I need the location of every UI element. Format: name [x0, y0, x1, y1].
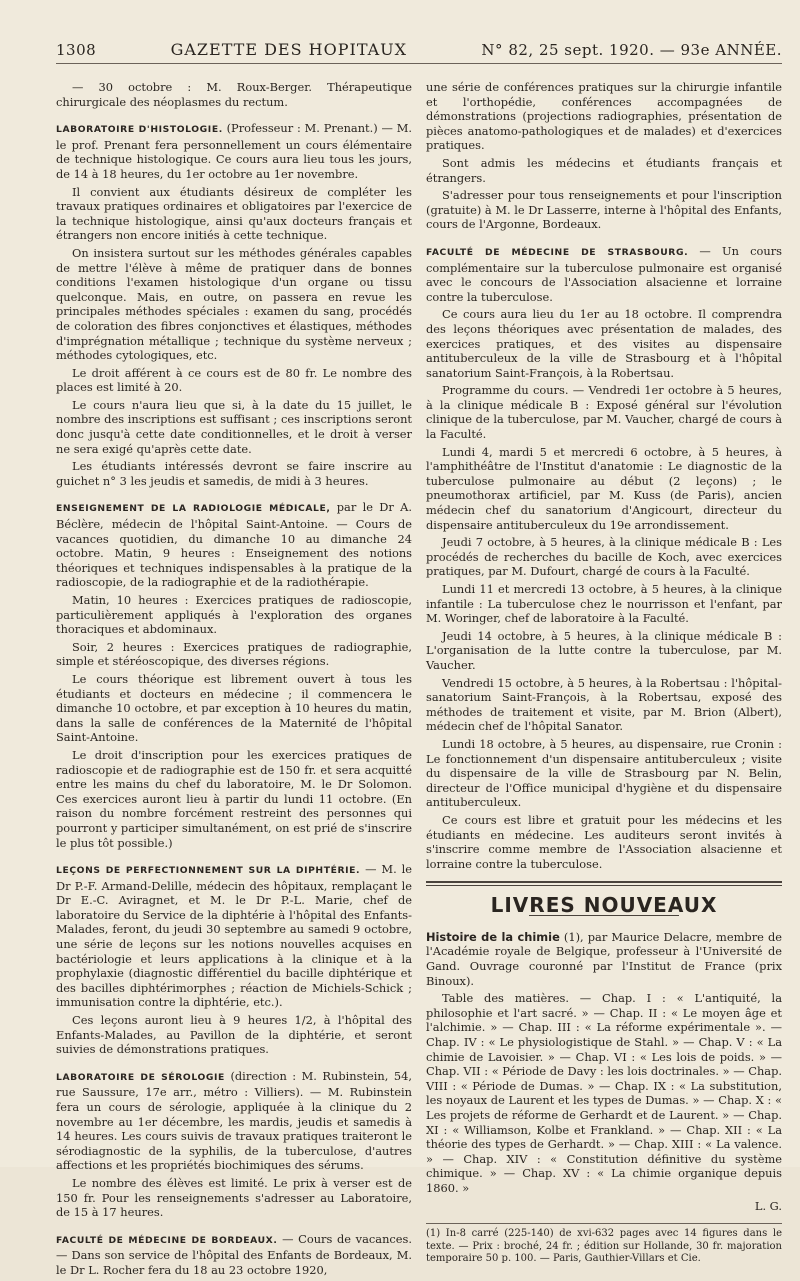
- section-heading: LEÇONS DE PERFECTIONNEMENT SUR LA DIPHTÉRIE.: [56, 865, 361, 877]
- paragraph: Lundi 11 et mercredi 13 octobre, à 5 heures, à la clinique infantile : La tuberculose chez le nourrisson et l'enfant, par M. Woringer, chef de laboratoire à la Faculté.: [426, 582, 782, 626]
- paragraph: Ce cours aura lieu du 1er au 18 octobre. Il comprendra des leçons théoriques avec présentation de malades, des exercices pratiques, et des visites au dispensaire antituberculeux de la ville de Strasbourg et à l'hôpital sanatorium Saint-François, à la Robertsau.: [426, 307, 782, 380]
- section-heading: LABORATOIRE D'HISTOLOGIE.: [56, 124, 223, 136]
- section-strasbourg: [426, 244, 782, 871]
- section-heading: FACULTÉ DE MÉDECINE DE BORDEAUX.: [56, 1234, 278, 1246]
- paragraph: Ce cours est libre et gratuit pour les médecins et les étudiants en médecine. Les auditeurs seront invités à s'inscrire comme membre de l'Association alsacienne et lorraine contre la tuberculose.: [426, 812, 782, 871]
- footnote: (1) In-8 carré (225-140) de xvi-632 pages avec 14 figures dans le texte. — Prix : broché, 24 fr. ; édition sur Hollande, 30 fr. majoration temporaire 50 p. 100. — Paris, Gauthier-Villars et Cie.: [426, 1223, 782, 1266]
- table-of-contents: Table des matières. — Chap. I : « L'antiquité, la philosophie et l'art sacré. » — Chap. II : « Le moyen âge et l'alchimie. » — Chap. III : « La réforme expérimentale ». — Chap. IV : « Le physiologistique de Stahl. » — Chap. V : « La chimie de Lavoisier. » — Chap. VI : « Les lois de poids. » — Chap. VII : « Période de Davy : les lois doctrinales. » — Chap. VIII : « Période de Dumas. » — Chap. IX : « La substitution, les noyaux de Laurent et les types de Dumas. » — Chap. X : « Les projets de réforme de Gerhardt et de Laurent. » — Chap. XI : « Williamson, Kolbe et Frankland. » — Chap. XII : « La théorie des types de Gerhardt. » — Chap. XIII : « La valence. » — Chap. XIV : « Constitution définitive du système chimique. » — Chap. XV : « La chimie organique depuis 1860. »: [426, 991, 782, 1195]
- paragraph: — Cours de vacances. — Dans son service de l'hôpital des Enfants de Bordeaux, M. le Dr L. Rocher fera du 18 au 23 octobre 1920,: [56, 1231, 412, 1277]
- paragraph: Le droit d'inscription pour les exercices pratiques de radioscopie et de radiographie est de 150 fr. et sera acquitté entre les mains du chef du laboratoire, M. le Dr Solomon. Ces exercices auront lieu à partir du lundi 11 octobre. (En raison du nombre forcément restreint des personnes qui pourront y participer simultanément, on est prié de s'inscrire le plus tôt possible.): [56, 747, 412, 850]
- livres-heading: LIVRES NOUVEAUX: [490, 893, 718, 918]
- intro-paragraph: — 30 octobre : M. Roux-Berger. Thérapeutique chirurgicale des néoplasmes du rectum.: [56, 80, 412, 109]
- section-divider: [426, 881, 782, 883]
- paragraph: Vendredi 15 octobre, à 5 heures, à la Robertsau : l'hôpital-sanatorium Saint-François, à la Robertsau, exposé des méthodes de traitement et visite, par M. Brion (Albert), médecin chef de l'hôpital Sanator.: [426, 675, 782, 734]
- journal-title: GAZETTE DES HOPITAUX: [170, 40, 408, 59]
- paragraph: Le cours n'aura lieu que si, à la date du 15 juillet, le nombre des inscriptions est suffisant ; ces inscriptions seront donc jusqu'à cette date conditionnelles, et le droit à verser ne sera exigé qu'après cette date.: [56, 397, 412, 456]
- paragraph: Sont admis les médecins et étudiants français et étrangers.: [426, 155, 782, 185]
- section-bordeaux: [56, 1232, 412, 1278]
- section-histologie: [56, 121, 412, 488]
- section-diphterie: [56, 862, 412, 1057]
- book-description: (1), par Maurice Delacre, membre de l'Académie royale de Belgique, professeur à l'Université de Gand. Ouvrage couronné par l'Institut de France (prix Binoux).: [426, 929, 783, 988]
- section-serologie: [56, 1069, 412, 1220]
- paragraph: (Professeur : M. Prenant.) — M. le prof. Prenant fera personnellement un cours élémentaire de technique histologique. Ce cours aura lieu tous les jours, de 14 à 18 heures, du 1er octobre au 1er novembre.: [56, 121, 412, 181]
- paragraph: Lundi 18 octobre, à 5 heures, au dispensaire, rue Cronin : Le fonctionnement d'un dispensaire antituberculeux ; visite du dispensaire de la ville de Strasbourg par N. Belin, directeur de l'Office municipal d'hygiène et du dispensaire antituberculeux.: [426, 736, 782, 810]
- paragraph: par le Dr A. Béclère, médecin de l'hôpital Saint-Antoine. — Cours de vacances quotidien, du dimanche 10 au dimanche 24 octobre. Matin, 9 heures : Enseignement des notions théoriques et techniques indispensables à la pratique de la radioscopie, de la radiographie et de la radiothérapie.: [56, 500, 412, 590]
- paragraph: Il convient aux étudiants désireux de compléter les travaux pratiques ordinaires et obligatoires par l'exercice de la technique histologique, ainsi qu'aux docteurs français et étrangers non encore initiés à cette technique.: [56, 184, 412, 243]
- section-heading: FACULTÉ DE MÉDECINE DE STRASBOURG.: [426, 246, 689, 258]
- paragraph: Matin, 10 heures : Exercices pratiques de radioscopie, particulièrement appliqués à l'exploration des organes thoraciques et abdominaux.: [56, 593, 412, 637]
- paragraph: Le cours théorique est librement ouvert à tous les étudiants et docteurs en médecine ; il commencera le dimanche 10 octobre, et par exception à 10 heures du matin, dans la salle de conférences de la Maternité de l'hôpital Saint-Antoine.: [56, 671, 412, 745]
- paragraph: une série de conférences pratiques sur la chirurgie infantile et l'orthopédie, conférences accompagnées de démonstrations (projections radiographies, présentation de pièces anatomo-pathologiques et de malades) et d'exercices pratiques.: [426, 80, 782, 153]
- paragraph: (direction : M. Rubinstein, 54, rue Saussure, 17e arr., métro : Villiers). — M. Rubinstein fera un cours de sérologie, appliquée à la clinique du 2 novembre au 1er décembre, les mardis, jeudis et samedis à 14 heures. Les cours suivis de travaux pratiques traiteront le sérodiagnostic de la syphilis, de la tuberculose, d'autres affections et les propriétés biochimiques des sérums.: [56, 1068, 412, 1173]
- paragraph: — Un cours complémentaire sur la tuberculose pulmonaire est organisé avec le concours de l'Association alsacienne et lorraine contre la tuberculose.: [426, 243, 783, 304]
- paragraph: Le nombre des élèves est limité. Le prix à verser est de 150 fr. Pour les renseignements s'adresser au Laboratoire, de 15 à 17 heures.: [56, 1175, 412, 1220]
- section-heading: LABORATOIRE DE SÉROLOGIE: [56, 1071, 225, 1083]
- paragraph: Soir, 2 heures : Exercices pratiques de radiographie, simple et stéréoscopique, des diverses régions.: [56, 639, 412, 669]
- paragraph: Les étudiants intéressés devront se faire inscrire au guichet n° 3 les jeudis et samedis, de midi à 3 heures.: [56, 459, 412, 488]
- page-number: 1308: [56, 41, 97, 59]
- book-title: Histoire de la chimie: [426, 929, 560, 944]
- section-radiologie: [56, 500, 412, 850]
- paragraph: — M. le Dr P.-F. Armand-Delille, médecin des hôpitaux, remplaçant le Dr E.-C. Aviragnet, et M. le Dr P.-L. Marie, chef de laboratoire du Service de la diphtérie à l'hôpital des Enfants-Malades, feront, du jeudi 30 septembre au samedi 9 octobre, une série de leçons sur les notions nouvelles acquises en bactériologie et leurs applications à la clinique et à la prophylaxie (diagnostic différentiel du bacille diphtérique et des bacilles diphtérimorphes ; réaction de Michiels-Schick ; immunisation contre la diphtérie, etc.).: [56, 862, 412, 1010]
- paragraph: Ces leçons auront lieu à 9 heures 1/2, à l'hôpital des Enfants-Malades, au Pavillon de la diphtérie, et seront suivies de démonstrations pratiques.: [56, 1013, 412, 1057]
- paragraph: On insistera surtout sur les méthodes générales capables de mettre l'élève à même de pratiquer dans de bonnes conditions l'examen histologique d'un organe ou tissu quelconque. Mais, en outre, on passera en revue les principales méthodes spéciales : examen du sang, procédés de coloration des fibres conjonctives et élastiques, méthodes d'imprégnation métallique ; technique du système nerveux ; méthodes cytologiques, etc.: [56, 245, 412, 363]
- section-heading: ENSEIGNEMENT DE LA RADIOLOGIE MÉDICALE,: [56, 503, 331, 515]
- paragraph: S'adresser pour tous renseignements et pour l'inscription (gratuite) à M. le Dr Lasserre, interne à l'hôpital des Enfants, cours de l'Argonne, Bordeaux.: [426, 188, 783, 232]
- paragraph: Le droit afférent à ce cours est de 80 fr. Le nombre des places est limité à 20.: [56, 365, 412, 395]
- issue-info: N° 82, 25 sept. 1920. — 93e ANNÉE.: [481, 41, 782, 59]
- paragraph: Jeudi 14 octobre, à 5 heures, à la clinique médicale B : L'organisation de la lutte contre la tuberculose, par M. Vaucher.: [426, 628, 782, 672]
- left-column: [56, 80, 412, 1281]
- signature: L. G.: [754, 1198, 782, 1213]
- right-column: [426, 80, 782, 1281]
- page-header: [56, 40, 782, 64]
- paragraph: Jeudi 7 octobre, à 5 heures, à la clinique médicale B : Les procédés de recherches du bacille de Koch, avec exercices pratiques, par M. Dufourt, chargé de cours à la Faculté.: [426, 535, 782, 579]
- paragraph: Programme du cours. — Vendredi 1er octobre à 5 heures, à la clinique médicale B : Exposé général sur l'évolution clinique de la tuberculose, par M. Vaucher, chargé de cours à la Faculté.: [426, 383, 782, 442]
- paragraph: Lundi 4, mardi 5 et mercredi 6 octobre, à 5 heures, à l'amphithéâtre de l'Institut d'anatomie : Le diagnostic de la tuberculose pulmonaire au début (2 leçons) ; le pneumothorax artificiel, par M. Kuss (de Paris), ancien médecin chef du sanatorium d'Angicourt, directeur du dispensaire antituberculeux du 19e arrondissement.: [426, 444, 782, 532]
- section-divider: [426, 885, 782, 886]
